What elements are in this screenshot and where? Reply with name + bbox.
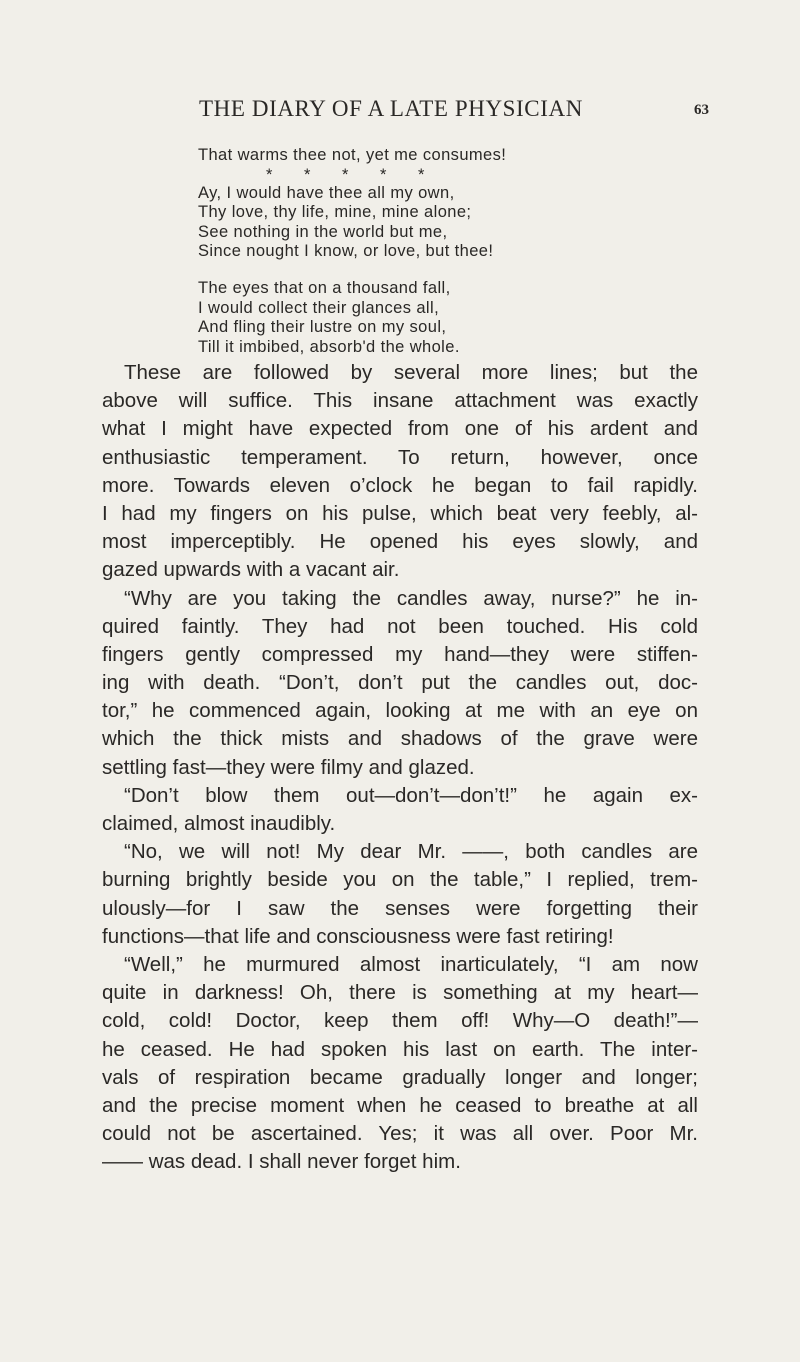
prose-line: tor,” he commenced again, looking at me with an eye on xyxy=(102,699,698,723)
page-number: 63 xyxy=(694,102,709,118)
prose-line: burning brightly beside you on the table,” I replied, trem- xyxy=(102,868,698,892)
poem-line: Thy love, thy life, mine, mine alone; xyxy=(198,203,472,222)
poem-line: And fling their lustre on my soul, xyxy=(198,318,447,337)
asterisk: * xyxy=(418,165,425,184)
prose-line: ulously—for I saw the senses were forgetting their xyxy=(102,896,698,920)
poem-line: See nothing in the world but me, xyxy=(198,222,448,241)
prose-line: claimed, almost inaudibly. xyxy=(102,812,336,835)
prose-line: fingers gently compressed my hand—they were stiffen- xyxy=(102,642,698,666)
asterisk: * xyxy=(266,165,273,184)
prose-line: could not be ascertained. Yes; it was all over. Poor Mr. xyxy=(102,1122,698,1146)
prose-line: “No, we will not! My dear Mr. ——, both candles are xyxy=(124,840,698,864)
section-break-asterisks xyxy=(198,166,618,184)
stanza-gap xyxy=(198,262,618,279)
poem-line: Till it imbibed, absorb'd the whole. xyxy=(198,337,460,356)
prose-line: enthusiastic temperament. To return, however, once xyxy=(102,445,698,469)
prose-line: settling fast—they were filmy and glazed. xyxy=(102,755,475,779)
prose-line: ing with death. “Don’t, don’t put the candles out, doc- xyxy=(102,671,698,695)
prose-line: gazed upwards with a vacant air. xyxy=(102,558,400,582)
poem-line: I would collect their glances all, xyxy=(198,298,440,317)
prose-line: he ceased. He had spoken his last on earth. The inter- xyxy=(102,1037,698,1061)
prose-line: “Don’t blow them out—don’t—don’t!” he again ex- xyxy=(124,783,698,807)
poem-excerpt xyxy=(198,146,618,357)
poem-opening-line: That warms thee not, yet me consumes! xyxy=(198,146,507,164)
prose-line: “Well,” he murmured almost inarticulately, “I am now xyxy=(124,952,698,976)
prose-line: I had my fingers on his pulse, which beat very feebly, al- xyxy=(102,501,698,525)
prose-line: quired faintly. They had not been touched. His cold xyxy=(102,614,698,638)
prose-line: and the precise moment when he ceased to breathe at all xyxy=(102,1093,698,1117)
poem-line: The eyes that on a thousand fall, xyxy=(198,278,451,297)
prose-body xyxy=(102,359,698,1176)
prose-line: functions—that life and consciousness were fast retiring! xyxy=(102,924,614,948)
prose-line: which the thick mists and shadows of the grave were xyxy=(102,727,698,751)
prose-line: more. Towards eleven o’clock he began to fail rapidly. xyxy=(102,473,698,497)
prose-line: These are followed by several more lines; but the xyxy=(124,361,698,384)
prose-line: above will suffice. This insane attachment was exactly xyxy=(102,389,698,413)
prose-line: “Why are you taking the candles away, nurse?” he in- xyxy=(124,586,698,610)
prose-line: cold, cold! Doctor, keep them off! Why—O death!”— xyxy=(102,1009,698,1033)
prose-line: vals of respiration became gradually longer and longer; xyxy=(102,1065,698,1089)
asterisk: * xyxy=(380,165,387,184)
prose-line: most imperceptibly. He opened his eyes slowly, and xyxy=(102,530,698,554)
prose-line: —— was dead. I shall never forget him. xyxy=(102,1150,461,1174)
running-head xyxy=(199,94,709,124)
asterisk: * xyxy=(342,165,349,184)
poem-line: Ay, I would have thee all my own, xyxy=(198,183,455,202)
prose-line: quite in darkness! Oh, there is something at my heart— xyxy=(102,981,698,1005)
running-title: THE DIARY OF A LATE PHYSICIAN xyxy=(199,96,583,121)
asterisk: * xyxy=(304,165,311,184)
poem-line: Since nought I know, or love, but thee! xyxy=(198,242,494,261)
prose-line: what I might have expected from one of his ardent and xyxy=(102,417,698,441)
